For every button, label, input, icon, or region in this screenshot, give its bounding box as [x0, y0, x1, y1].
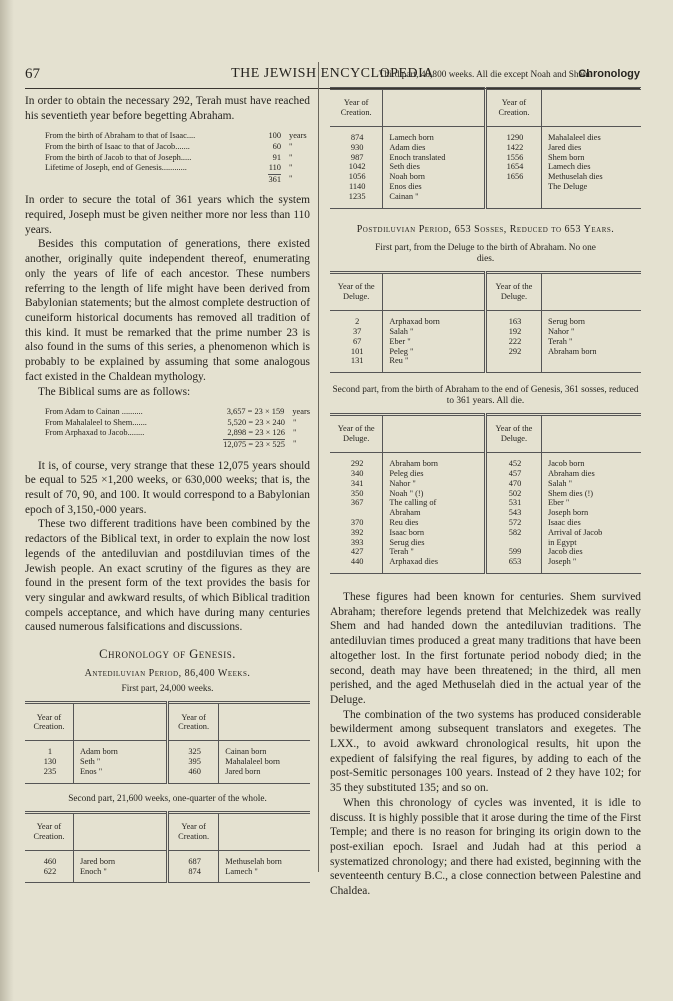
- years-column: 2 37 67 101 131: [350, 317, 364, 366]
- row-label: From the birth of Abraham to that of Isaac....: [45, 131, 196, 141]
- events-column: Adam born Seth " Enos ": [73, 741, 167, 783]
- postdiluvian-table-first-part: [330, 271, 641, 373]
- table-caption: Third part, 40,800 weeks. All die except Noah and Shem.: [378, 70, 593, 80]
- events-column: Jared born Enoch ": [73, 850, 167, 883]
- year-header: Year of the Deluge.: [330, 273, 383, 311]
- period-heading: Antediluvian Period, 86,400 Weeks.: [84, 667, 251, 679]
- row-unit: ": [293, 428, 297, 438]
- generations-table: From the birth of Abraham to that of Isaac.... 100 years From the birth of Isaac to that of Jacob....... 60 " From the birth of Jacob to that of Joseph..... 91 " Lifetime of Joseph, end of Genesis............ 110 " 361 ": [45, 131, 310, 185]
- paragraph: The combination of the two systems has produced considerable bewilderment among subsequent translators and exegetes. The LXX., to avoid awkward chronological results, hit upon the expedient of falsifying the real figures, by adding to each of the post-Semitic personages 100 years. Instead of 2 they have 102; for 35 they substituted 135; and so on.: [330, 708, 641, 795]
- events-column: Methuselah born Lamech ": [219, 850, 310, 883]
- sum-row: [45, 428, 310, 439]
- row-label: Lifetime of Joseph, end of Genesis............: [45, 163, 187, 173]
- running-title: THE JEWISH ENCYCLOPEDIA: [231, 66, 434, 81]
- year-header: Year of the Deluge.: [485, 273, 541, 311]
- section-heading: Chronology of Genesis.: [99, 647, 236, 662]
- paragraph: The Biblical sums are as follows:: [38, 385, 191, 398]
- table-caption: First part, from the Deluge to the birth of Abraham. No one dies.: [375, 243, 596, 265]
- sum-row: [45, 153, 310, 164]
- years-column: 1290 1422 1556 1654 1656: [485, 127, 541, 209]
- left-column: [25, 94, 310, 893]
- page-binding-edge: [0, 0, 14, 1001]
- table-caption: Second part, 21,600 weeks, one-quarter of the whole.: [68, 793, 267, 804]
- years-column: 687 874: [167, 850, 218, 883]
- column-divider: [318, 62, 319, 872]
- row-value: 60: [272, 142, 281, 151]
- years-column: 874 930 987 1042 1056 1140 1235: [348, 133, 366, 201]
- paragraph: These figures had been known for centuries. Shem survived Abraham; therefore legends pretend that Melchizedek was really Shem and had handed down the antediluvian traditions. The antediluvian times produced a great many traditions that have been altogether lost. In the first fortunate period nobody died; in the second, death may have been threatened; in the third, all men perished, and the aged Methuselah died in the actual year of the Deluge.: [330, 591, 641, 706]
- year-header: Year of Creation.: [485, 89, 541, 127]
- events-column: Lamech born Adam dies Enoch translated Seth dies Noah born Enos dies Cainan ": [383, 127, 486, 209]
- right-column: [330, 70, 641, 899]
- row-label: From Adam to Cainan ..........: [45, 407, 143, 417]
- events-column: Jacob born Abraham dies Salah " Shem dies (!) Eber " Joseph born Isaac dies Arrival of Jacob in Egypt Jacob dies Joseph ": [541, 453, 641, 574]
- sums-total: 12,075 = 23 × 525: [223, 440, 285, 449]
- row-unit: ": [293, 417, 297, 427]
- row-unit: ": [289, 152, 293, 162]
- row-value: 5,520 = 23 × 240: [227, 417, 285, 427]
- row-unit: years: [292, 407, 310, 417]
- year-header: Year of Creation.: [330, 89, 383, 127]
- events-column: Mahalaleel dies Jared dies Shem born Lamech dies Methuselah dies The Deluge: [541, 127, 641, 209]
- years-column: 460 622: [43, 856, 57, 876]
- year-header: Year of the Deluge.: [485, 415, 541, 453]
- sum-row: [45, 131, 310, 142]
- chronology-table-second-part: [25, 811, 310, 884]
- paragraph: In order to secure the total of 361 years which the system required, Joseph must be given neither more nor less than 110 years.: [25, 194, 310, 236]
- years-column: 292 340 341 350 367 370 392 393 427 440: [350, 459, 364, 567]
- row-value: 100: [268, 131, 281, 141]
- years-column: 1 130 235: [43, 747, 57, 777]
- sum-row: [45, 407, 310, 418]
- paragraph: Besides this computation of generations, there existed another, originally quite independent thereof, enumerating only the years of life of each ancestor. These numbers referring to the length of life might have been derived from Babylonian statements; but the almost complete destruction of cuneiform historical documents has removed all tradition of this kind. It must be remarked that the prime number 23 is also found in the sums of this series, a phenomenon which is probably to be explained by assuming that some analogous fact existed in the Chaldean mythology.: [25, 238, 310, 383]
- years-column: 163 192 222 292: [485, 311, 541, 373]
- paragraph: These two different traditions have been combined by the redactors of the Biblical text, in order to explain the now lost legends of the antediluvian and postdiluvian times of the Jewish people. An exact scrutiny of the figures as they are found in the present form of the text provides the basis for very singular and awkward results, of which Biblical tradition compels acceptance, and which have during many centuries caused numerous falsifications and discussions.: [25, 518, 310, 634]
- postdiluvian-table-second-part: [330, 413, 641, 574]
- row-label: From the birth of Isaac to that of Jacob.......: [45, 142, 190, 151]
- paragraph: When this chronology of cycles was invented, it is idle to discuss. It is highly possible that it arose during the time of the First Temple; and there is no reason for bringing its origin down to the post-exilian epoch. Israel and Judah had at this period a systematized chronology; and there had existed, beginning with the seventeenth century B.C., a close connection between Palestine and Chaldea.: [330, 796, 641, 898]
- paragraph: In order to obtain the necessary 292, Terah must have reached his seventieth year before begetting Abraham.: [25, 95, 310, 122]
- year-header: Year of Creation.: [25, 812, 73, 850]
- row-value: 3,657 = 23 × 159: [226, 407, 285, 417]
- sum-row: [45, 163, 310, 174]
- row-unit: years: [289, 131, 307, 141]
- years-column: 452 457 470 502 531 543 572 582 599 653: [485, 453, 541, 574]
- years-column: 325 395 460: [167, 741, 218, 783]
- page-number: 67: [25, 66, 40, 82]
- row-unit: ": [289, 163, 293, 173]
- row-value: 110: [268, 163, 281, 173]
- sum-row: [45, 418, 310, 429]
- events-column: Cainan born Mahalaleel born Jared born: [219, 741, 310, 783]
- row-unit: ": [289, 142, 293, 151]
- row-label: From the birth of Jacob to that of Joseph.....: [45, 152, 192, 162]
- events-column: Arphaxad born Salah " Eber " Peleg " Reu ": [383, 311, 486, 373]
- year-header: Year of Creation.: [167, 703, 218, 741]
- biblical-sums-table: From Adam to Cainan .......... 3,657 = 23 × 159 years From Mahalaleel to Shem....... 5,520 = 23 × 240 " From Arphaxad to Jacob........ 2,898 = 23 × 126 " 12,075 = 23 × 525 ": [45, 407, 310, 449]
- table-caption: Second part, from the birth of Abraham to the end of Genesis, 361 sosses, reduced to 361 years. All die.: [332, 385, 639, 407]
- generations-total: 361: [268, 174, 281, 184]
- events-column: Serug born Nahor " Terah " Abraham born: [541, 311, 641, 373]
- row-label: From Arphaxad to Jacob........: [45, 428, 145, 438]
- paragraph: It is, of course, very strange that these 12,075 years should be equal to 525 ×1,200 weeks, or 630,000 weeks; that is, the result of 70, 90, and 100. It would correspond to a Babylonian epoch of 3,150,-000 years.: [25, 459, 310, 516]
- row-value: 91: [272, 152, 281, 162]
- row-label: From Mahalaleel to Shem.......: [45, 417, 147, 427]
- year-header: Year of Creation.: [167, 812, 218, 850]
- year-header: Year of Creation.: [25, 703, 73, 741]
- sum-row: [45, 142, 310, 153]
- section-title: Chronology: [578, 68, 640, 80]
- period-heading: Postdiluvian Period, 653 Sosses, Reduced to 653 Years.: [356, 223, 615, 235]
- row-value: 2,898 = 23 × 126: [227, 428, 285, 438]
- chronology-table-first-part: [25, 701, 310, 783]
- events-column: Abraham born Peleg dies Nahor " Noah " (!) The calling of Abraham Reu dies Isaac born Serug dies Terah " Arphaxad dies: [383, 453, 486, 574]
- year-header: Year of the Deluge.: [330, 415, 383, 453]
- table-caption: First part, 24,000 weeks.: [121, 684, 214, 695]
- chronology-table-third-part: [330, 87, 641, 209]
